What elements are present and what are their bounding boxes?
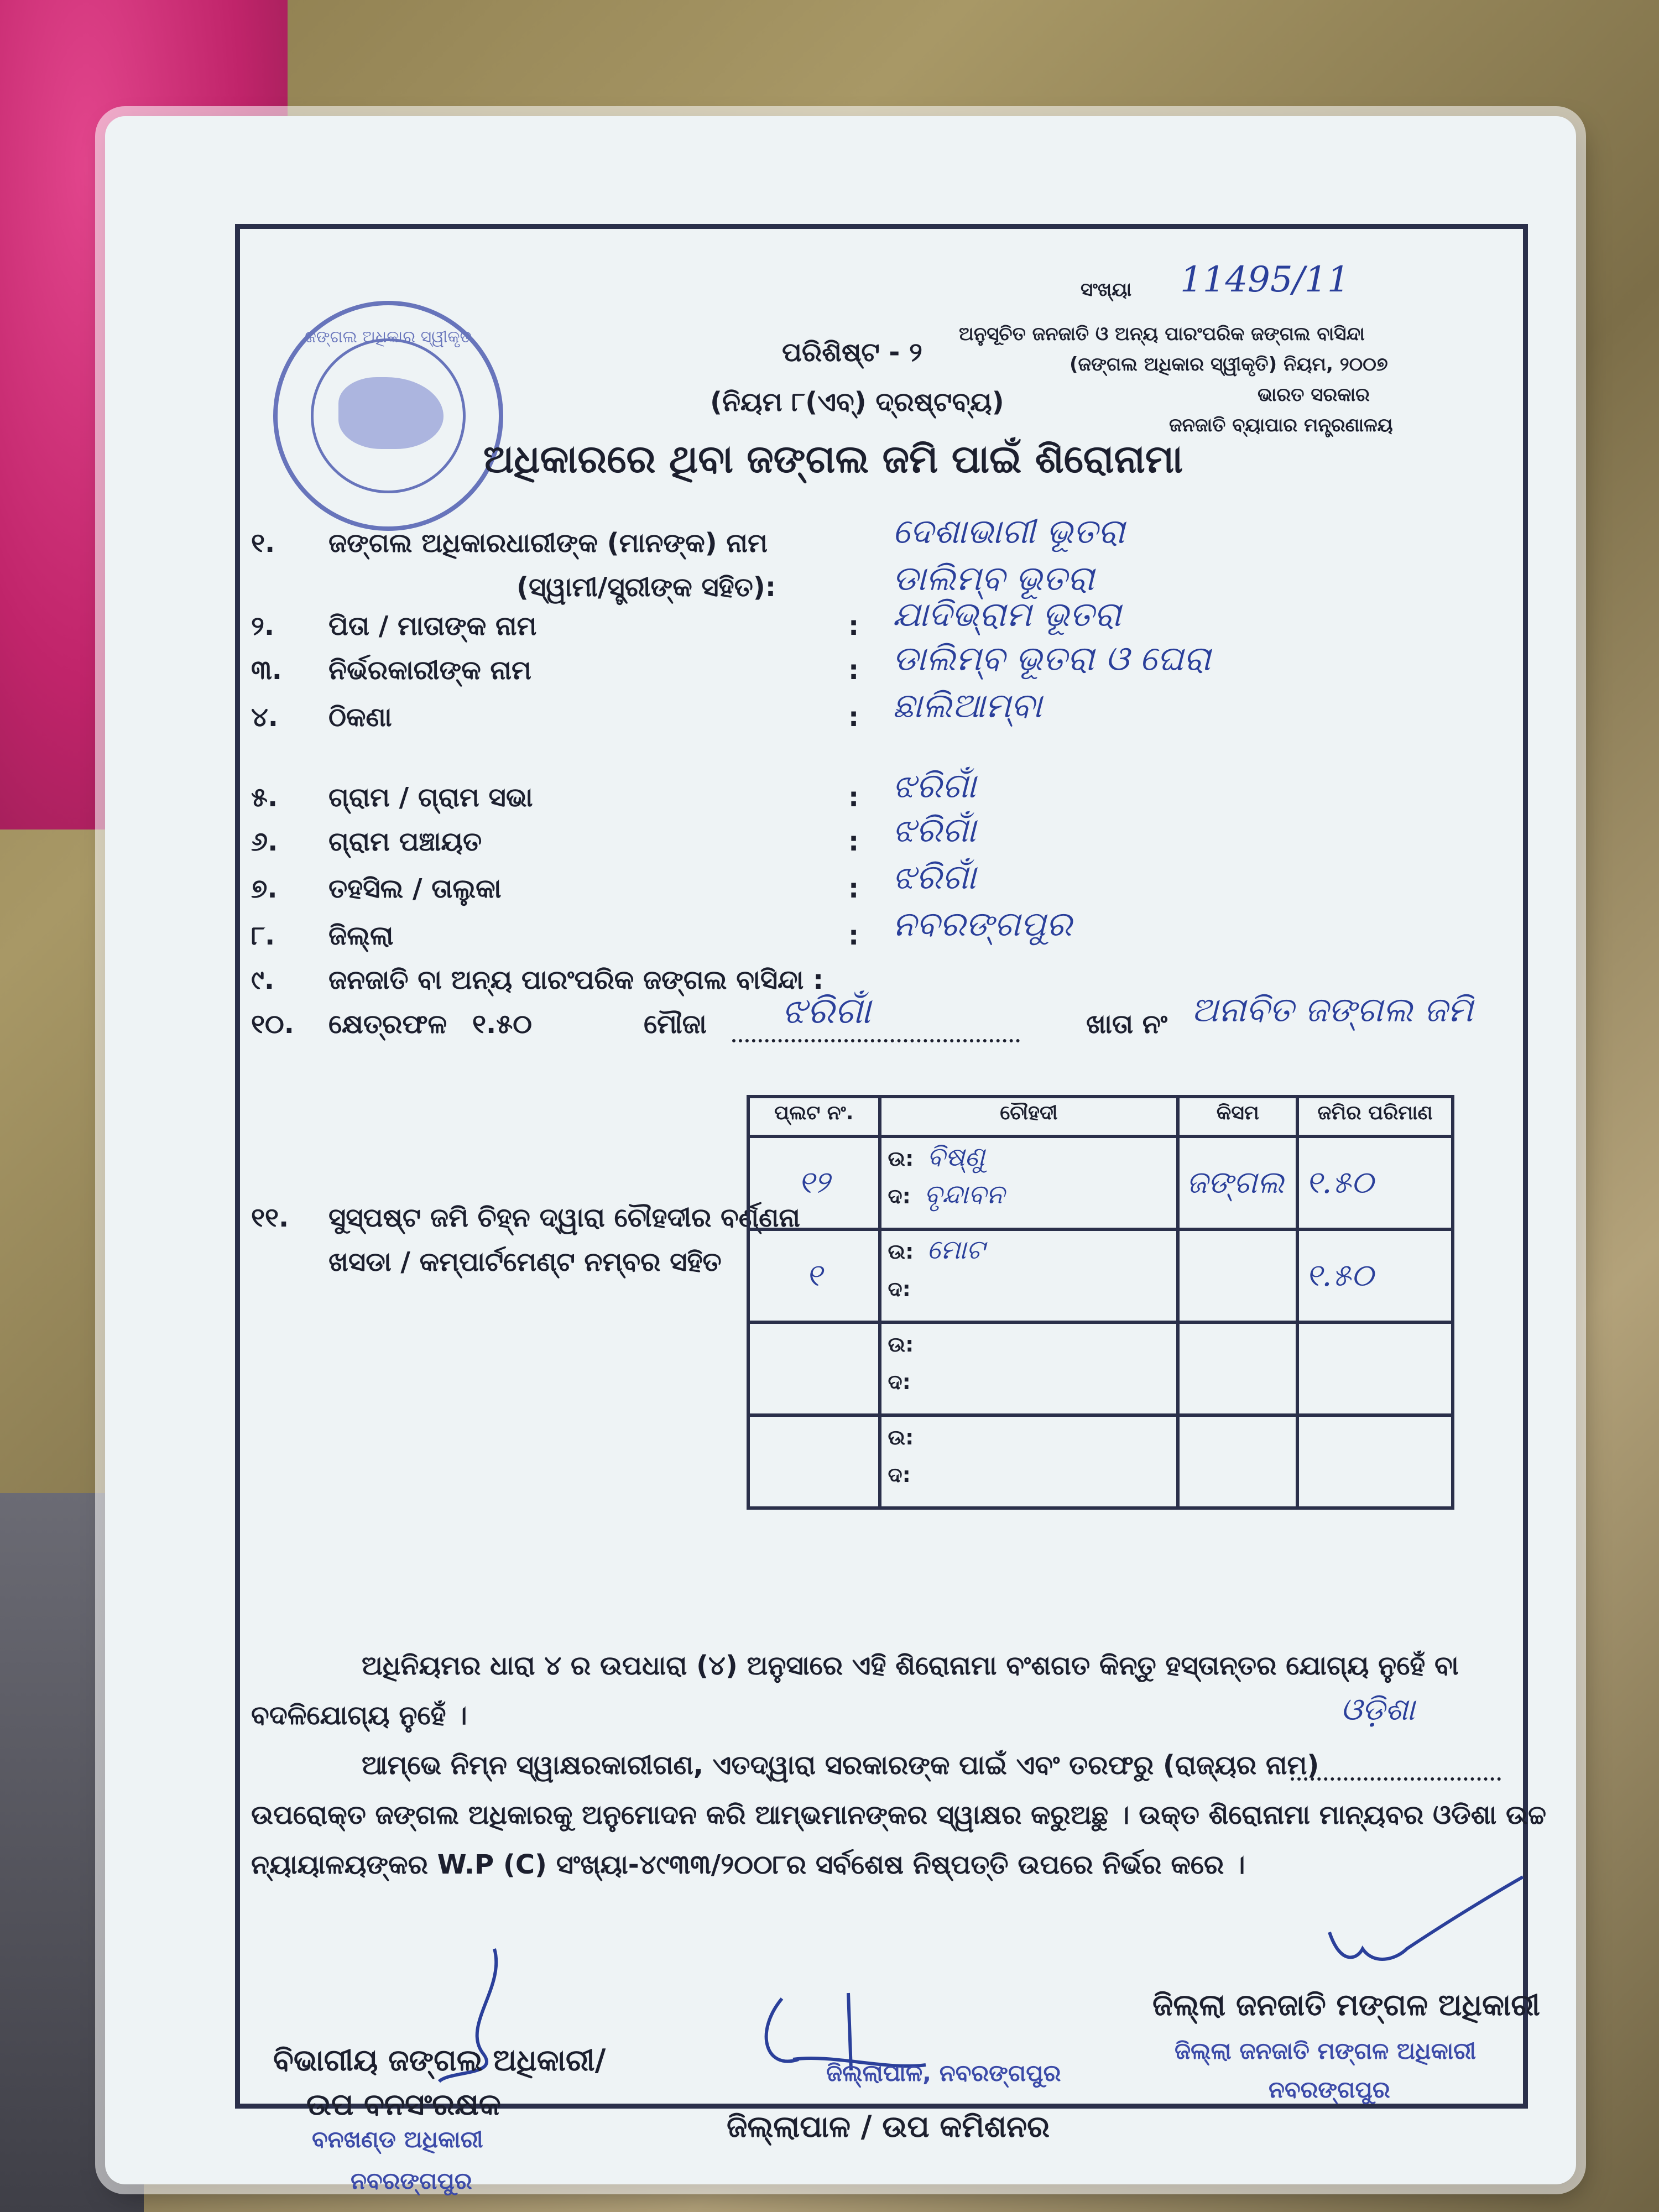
north-value: ମୋଟ	[927, 1234, 985, 1265]
north-label: ଉ:	[888, 1332, 914, 1357]
paragraph-1-line-1: ଅଧିନିୟମର ଧାରା ୪ ର ଉପଧାରା (୪) ଅନୁସାରେ ଏହି ଶିରୋନାମା ବଂଶଗତ କିନ୍ତୁ ହସ୍ତାନ୍ତର ଯୋଗ୍ୟ ନୁହେଁ ବା	[362, 1650, 1459, 1681]
mouza-dotted-line	[732, 1039, 1020, 1042]
field-value: ଝରିଗାଁ	[893, 765, 976, 806]
field-label: ଜଙ୍ଗଲ ଅଧିକାରଧାରୀଙ୍କ (ମାନଙ୍କ) ନାମ	[328, 528, 768, 559]
land-area-cell-value: ୧.୫୦	[1306, 1258, 1374, 1293]
mouza-label: ମୌଜା	[644, 1009, 707, 1040]
south-label: ଦ:	[888, 1370, 911, 1394]
field-number: ୩.	[251, 655, 282, 686]
south-label: ଦ:	[888, 1463, 911, 1487]
south-label: ଦ:	[888, 1184, 911, 1208]
north-label: ଉ:	[888, 1146, 914, 1171]
header-land-area: ଜମିର ପରିମାଣ	[1297, 1097, 1453, 1136]
act-line-2: (ଜଙ୍ଗଲ ଅଧିକାର ସ୍ୱୀକୃତି) ନିୟମ, ୨୦୦୭	[1070, 353, 1388, 375]
right-stamp-line-2: ନବରଙ୍ଗପୁର	[1269, 2076, 1390, 2103]
field-value: ଦେଶାଭାଗୀ ଭୂତରା	[893, 511, 1125, 551]
mouza-value: ଝରିଗାଁ	[782, 989, 871, 1032]
act-line-4: ଜନଜାତି ବ୍ୟାପାର ମନ୍ତ୍ରଣାଳୟ	[1169, 414, 1393, 436]
field-value: ଛାଲିଆମ୍ବା	[893, 685, 1042, 726]
plot-number-cell	[748, 1229, 880, 1322]
north-label: ଉ:	[888, 1239, 914, 1264]
north-value: ବିଷ୍ଣୁ	[927, 1141, 985, 1172]
boundary-table	[747, 1095, 1454, 1510]
field-colon: :	[848, 873, 859, 904]
boundary-cell	[880, 1229, 1178, 1322]
table-row	[748, 1136, 1453, 1229]
right-stamp-line-1: ଜିଲ୍ଲା ଜନଜାତି ମଙ୍ଗଳ ଅଧିକାରୀ	[1175, 2037, 1477, 2064]
field-value: ଡାଲିମ୍ବ ଭୂତରା ଓ ଘେରା	[893, 638, 1211, 679]
field-sublabel: (ସ୍ୱାମୀ/ସ୍ତ୍ରୀଙ୍କ ସହିତ):	[517, 572, 776, 603]
land-type-cell	[1178, 1415, 1297, 1508]
field-number: ୪.	[251, 702, 279, 733]
official-seal-stamp	[273, 301, 503, 531]
plot-number-cell	[748, 1415, 880, 1508]
left-stamp-line-1: ବନଖଣ୍ଡ ଅଧିକାରୀ	[312, 2126, 483, 2153]
plot-number-cell	[748, 1136, 880, 1229]
seal-ring-text: ଜଙ୍ଗଲ ଅଧିକାର ସ୍ୱୀକୃତ	[305, 327, 472, 347]
field-number: ୨.	[251, 611, 275, 641]
land-area-cell-value: ୧.୫୦	[1306, 1165, 1374, 1201]
rule-reference: (ନିୟମ ୮(ଏବ୍) ଦ୍ରଷ୍ଟବ୍ୟ)	[710, 387, 1004, 418]
paragraph-2-line-3: ନ୍ୟାୟାଳୟଙ୍କର W.P (C) ସଂଖ୍ୟା-୪୯୩୩/୨୦୦୮ର ସର୍ବଶେଷ ନିଷ୍ପତ୍ତି ଉପରେ ନିର୍ଭର କରେ ।	[251, 1849, 1245, 1880]
south-value: ବୃନ୍ଦାବନ	[924, 1179, 1005, 1210]
field-label: ଜନଜାତି ବା ଅନ୍ୟ ପାରଂପରିକ ଜଙ୍ଗଲ ବାସିନ୍ଦା :	[328, 964, 824, 995]
field-colon: :	[848, 826, 859, 857]
land-type-cell	[1178, 1136, 1297, 1229]
field-label: ନିର୍ଭରକାରୀଙ୍କ ନାମ	[328, 655, 531, 686]
field-colon: :	[848, 782, 859, 813]
field-value: ଝରିଗାଁ	[893, 810, 976, 850]
land-type-cell	[1178, 1322, 1297, 1415]
state-name-handwritten: ଓଡ଼ିଶା	[1340, 1692, 1415, 1728]
appendix-label: ପରିଶିଷ୍ଟ - ୨	[782, 337, 922, 368]
field-colon: :	[848, 655, 859, 686]
south-label: ଦ:	[888, 1277, 911, 1301]
land-area-cell	[1297, 1322, 1453, 1415]
field-label: ଜିଲ୍ଲା	[328, 920, 394, 951]
page-title: ଅଧିକାରରେ ଥିବା ଜଙ୍ଗଲ ଜମି ପାଇଁ ଶିରୋନାମା	[483, 436, 1183, 482]
field-colon: :	[848, 920, 859, 951]
plot-number-cell-value: ୧୨	[798, 1165, 830, 1201]
field-label: ତହସିଲ / ତାଲୁକା	[328, 873, 502, 904]
table-header-row	[748, 1097, 1453, 1136]
field-number: ୧.	[251, 528, 275, 559]
field-number: ୭.	[251, 873, 278, 904]
land-type-cell	[1178, 1229, 1297, 1322]
field-number: ୫.	[251, 782, 278, 813]
boundary-cell	[880, 1415, 1178, 1508]
right-signature	[1318, 1866, 1528, 1976]
field-label: ପିତା / ମାତାଙ୍କ ନାମ	[328, 611, 537, 641]
khata-value: ଅନାବିତ ଜଙ୍ଗଲ ଜମି	[1191, 989, 1473, 1030]
khata-label: ଖାତା ନଂ	[1086, 1009, 1168, 1040]
paragraph-1-line-2: ବଦଳିଯୋଗ୍ୟ ନୁହେଁ ।	[251, 1700, 467, 1731]
boundary-number: ୧୧.	[251, 1202, 289, 1233]
area-value: ୧.୫୦	[472, 1009, 532, 1040]
act-line-3: ଭାରତ ସରକାର	[1258, 384, 1370, 406]
field-label: ଠିକଣା	[328, 702, 392, 733]
act-line-1: ଅନୁସୂଚିତ ଜନଜାତି ଓ ଅନ୍ୟ ପାରଂପରିକ ଜଙ୍ଗଲ ବାସିନ୍ଦା	[959, 323, 1365, 345]
field-value-2: ଡାଲିମ୍ବ ଭୂତରା	[893, 558, 1094, 598]
field-value: ଝରିଗାଁ	[893, 857, 976, 897]
field-value: ଯାଦିଭ୍ରାମ ଭୂତରା	[893, 594, 1121, 634]
paragraph-2-line-2: ଉପରୋକ୍ତ ଜଙ୍ଗଲ ଅଧିକାରକୁ ଅନୁମୋଦନ କରି ଆମ୍ଭମାନଙ୍କର ସ୍ୱାକ୍ଷର କରୁଅଛୁ । ଉକ୍ତ ଶିରୋନାମା ମାନ୍ୟବର ଓଡିଶା ଉଚ୍ଚ	[251, 1799, 1547, 1830]
paragraph-2-line-1: ଆମ୍ଭେ ନିମ୍ନ ସ୍ୱାକ୍ଷରକାରୀଗଣ, ଏତଦ୍ୱାରା ସରକାରଙ୍କ ପାଇଁ ଏବଂ ତରଫରୁ (ରାଜ୍ୟର ନାମ)	[362, 1750, 1319, 1781]
plot-number-cell	[748, 1322, 880, 1415]
boundary-cell	[880, 1322, 1178, 1415]
center-stamp: ଜିଲ୍ଲାପାଳ, ନବରଙ୍ଗପୁର	[826, 2059, 1061, 2086]
header-boundary: ଚୌହଦୀ	[880, 1097, 1178, 1136]
table-row	[748, 1415, 1453, 1508]
area-row-number: ୧୦.	[251, 1009, 294, 1040]
boundary-cell	[880, 1136, 1178, 1229]
plot-number-cell-value: ୧	[806, 1258, 822, 1293]
state-dotted-line	[1291, 1777, 1501, 1781]
north-label: ଉ:	[888, 1425, 914, 1449]
field-label: ଗ୍ରାମ ପଞ୍ଚାୟତ	[328, 826, 482, 857]
boundary-label-2: ଖସଡା / କମ୍ପାର୍ଟମେଣ୍ଟ ନମ୍ବର ସହିତ	[328, 1246, 722, 1277]
number-label: ସଂଖ୍ୟା	[1081, 279, 1132, 301]
field-number: ୮.	[251, 920, 275, 951]
left-signatory-title-1: ବିଭାଗୀୟ ଜଙ୍ଗଲ ଅଧିକାରୀ/	[273, 2043, 606, 2078]
header-plot-no: ପ୍ଲଟ ନଂ.	[748, 1097, 880, 1136]
table-row	[748, 1322, 1453, 1415]
land-area-cell	[1297, 1229, 1453, 1322]
boundary-label-1: ସୁସ୍ପଷ୍ଟ ଜମି ଚିହ୍ନ ଦ୍ୱାରା ଚୌହଦୀର ବର୍ଣ୍ଣନା	[328, 1202, 800, 1233]
left-stamp-line-2: ନବରଙ୍ଗପୁର	[351, 2167, 472, 2194]
area-label: କ୍ଷେତ୍ରଫଳ	[328, 1009, 447, 1040]
table-row	[748, 1229, 1453, 1322]
certificate-number: 11495/11	[1180, 259, 1350, 300]
left-signatory-title-2: ଉପ ବନସଂରକ୍ଷକ	[306, 2087, 501, 2122]
header-type: କିସମ	[1178, 1097, 1297, 1136]
right-signatory-title: ଜିଲ୍ଲା ଜନଜାତି ମଙ୍ଗଳ ଅଧିକାରୀ	[1152, 1987, 1540, 2022]
land-area-cell	[1297, 1136, 1453, 1229]
land-type-cell-value: ଜଙ୍ଗଲ	[1186, 1165, 1285, 1201]
field-colon: :	[848, 611, 859, 641]
field-number: ୬.	[251, 826, 278, 857]
laminated-certificate	[105, 116, 1576, 2194]
field-value: ନବରଙ୍ଗପୁର	[893, 904, 1072, 944]
field-number: ୯.	[251, 964, 275, 995]
field-label: ଗ୍ରାମ / ଗ୍ରାମ ସଭା	[328, 782, 533, 813]
center-signatory-title: ଜିଲ୍ଲାପାଳ / ଉପ କମିଶନର	[727, 2109, 1050, 2144]
field-colon: :	[848, 702, 859, 733]
land-area-cell	[1297, 1415, 1453, 1508]
